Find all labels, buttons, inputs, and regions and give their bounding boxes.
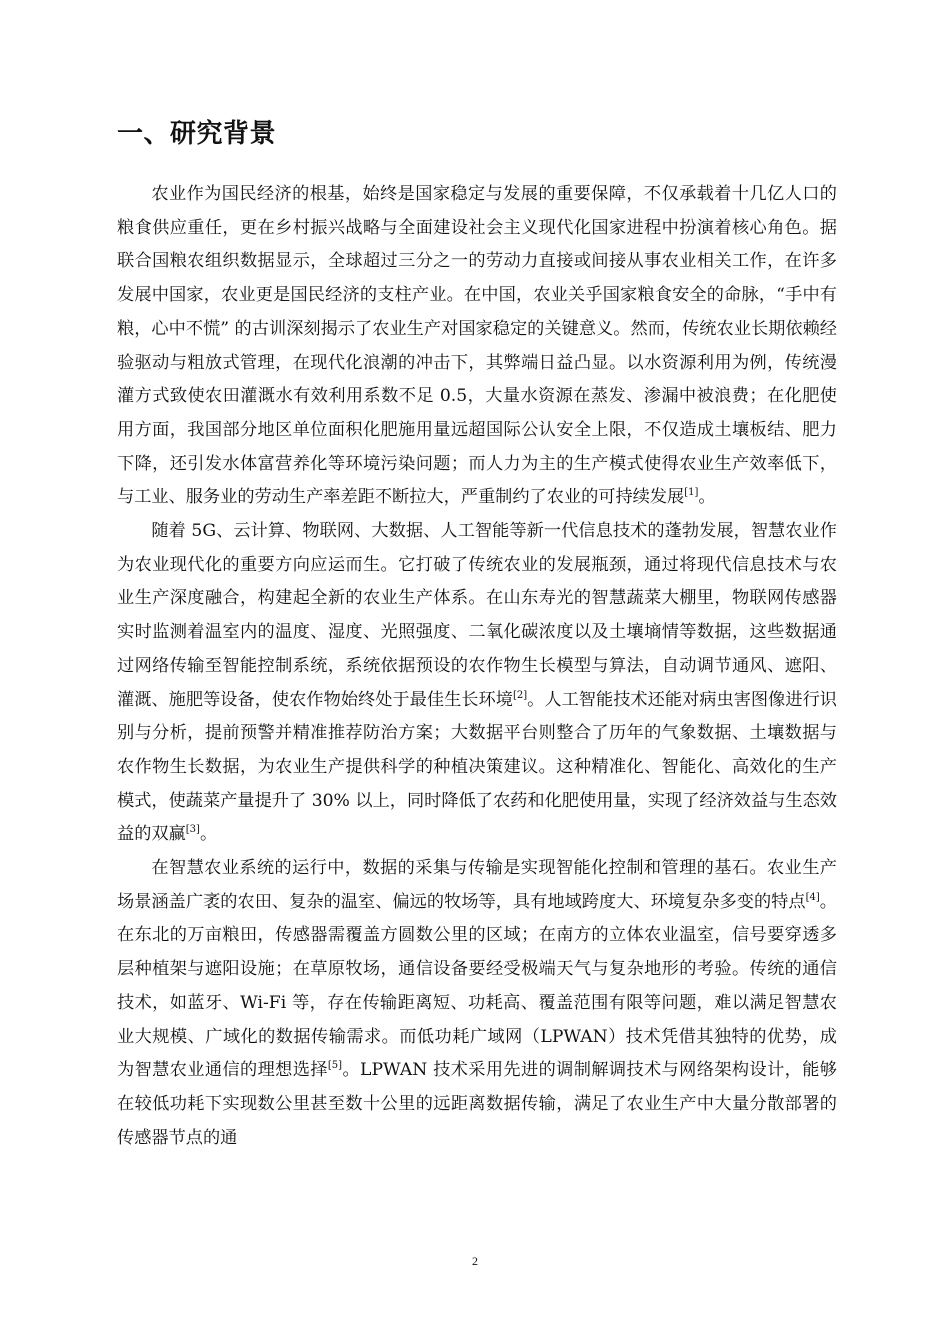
paragraph-2 (117, 515, 837, 852)
paragraph-3 (117, 852, 837, 1155)
citation-ref: [5] (327, 1060, 343, 1072)
citation-ref: [3] (185, 824, 200, 836)
paragraph-text: 。人工智能技术还能对病虫害图像进行识别与分析，提前预警并精准推荐防治方案；大数据平台则整合了历年的气象数据、土壤数据与农作物生长数据，为农业生产提供科学的种植决策建议。这种精准化、智能化、高效化的生产模式，使蔬菜产量提升了 30% 以上，同时降低了农药和化肥使用量，实现了经济效益与生态效益的双赢 (117, 689, 837, 845)
citation-ref: [1] (684, 487, 699, 499)
paragraph-text: 在智慧农业系统的运行中，数据的采集与传输是实现智能化控制和管理的基石。农业生产场景涵盖广袤的农田、复杂的温室、偏远的牧场等，具有地域跨度大、环境复杂多变的特点 (117, 858, 837, 912)
paragraph-text: 。LPWAN 技术采用先进的调制解调技术与网络架构设计，能够在较低功耗下实现数公里甚至数十公里的远距离数据传输，满足了农业生产中大量分散部署的传感器节点的通 (117, 1060, 837, 1148)
citation-ref: [4] (805, 891, 820, 903)
paragraph-1 (117, 178, 837, 515)
body-text (117, 178, 837, 1155)
citation-ref: [2] (512, 689, 528, 701)
paragraph-text: 农业作为国民经济的根基，始终是国家稳定与发展的重要保障，不仅承载着十几亿人口的粮食供应重任，更在乡村振兴战略与全面建设社会主义现代化国家进程中扮演着核心角色。据联合国粮农组织数据显示，全球超过三分之一的劳动力直接或间接从事农业相关工作，在许多发展中国家，农业更是国民经济的支柱产业。在中国，农业关乎国家粮食安全的命脉，“手中有粮，心中不慌” 的古训深刻揭示了农业生产对国家稳定的关键意义。然而，传统农业长期依赖经验驱动与粗放式管理，在现代化浪潮的冲击下，其弊端日益凸显。以水资源利用为例，传统漫灌方式致使农田灌溉水有效利用系数不足 0.5，大量水资源在蒸发、渗漏中被浪费；在化肥使用方面，我国部分地区单位面积化肥施用量远超国际公认安全上限，不仅造成土壤板结、肥力下降，还引发水体富营养化等环境污染问题；而人力为主的生产模式使得农业生产效率低下，与工业、服务业的劳动生产率差距不断拉大，严重制约了农业的可持续发展 (117, 184, 837, 508)
page-number: 2 (472, 1254, 478, 1268)
section-heading: 一、研究背景 (117, 119, 277, 149)
paragraph-text: 随着 5G、云计算、物联网、大数据、人工智能等新一代信息技术的蓬勃发展，智慧农业作为农业现代化的重要方向应运而生。它打破了传统农业的发展瓶颈，通过将现代信息技术与农业生产深度融合，构建起全新的农业生产体系。在山东寿光的智慧蔬菜大棚里，物联网传感器实时监测着温室内的温度、湿度、光照强度、二氧化碳浓度以及土壤墒情等数据，这些数据通过网络传输至智能控制系统，系统依据预设的农作物生长模型与算法，自动调节通风、遮阳、灌溉、施肥等设备，使农作物始终处于最佳生长环境 (117, 521, 837, 710)
paragraph-text: 。 (698, 487, 716, 508)
paragraph-text: 。 (199, 824, 218, 845)
paragraph-text: 。在东北的万亩粮田，传感器需覆盖方圆数公里的区域；在南方的立体农业温室，信号要穿透多层种植架与遮阳设施；在草原牧场，通信设备要经受极端天气与复杂地形的考验。传统的通信技术，如蓝牙、Wi-Fi 等，存在传输距离短、功耗高、覆盖范围有限等问题，难以满足智慧农业大规模、广域化的数据传输需求。而低功耗广域网（LPWAN）技术凭借其独特的优势，成为智慧农业通信的理想选择 (117, 891, 837, 1081)
